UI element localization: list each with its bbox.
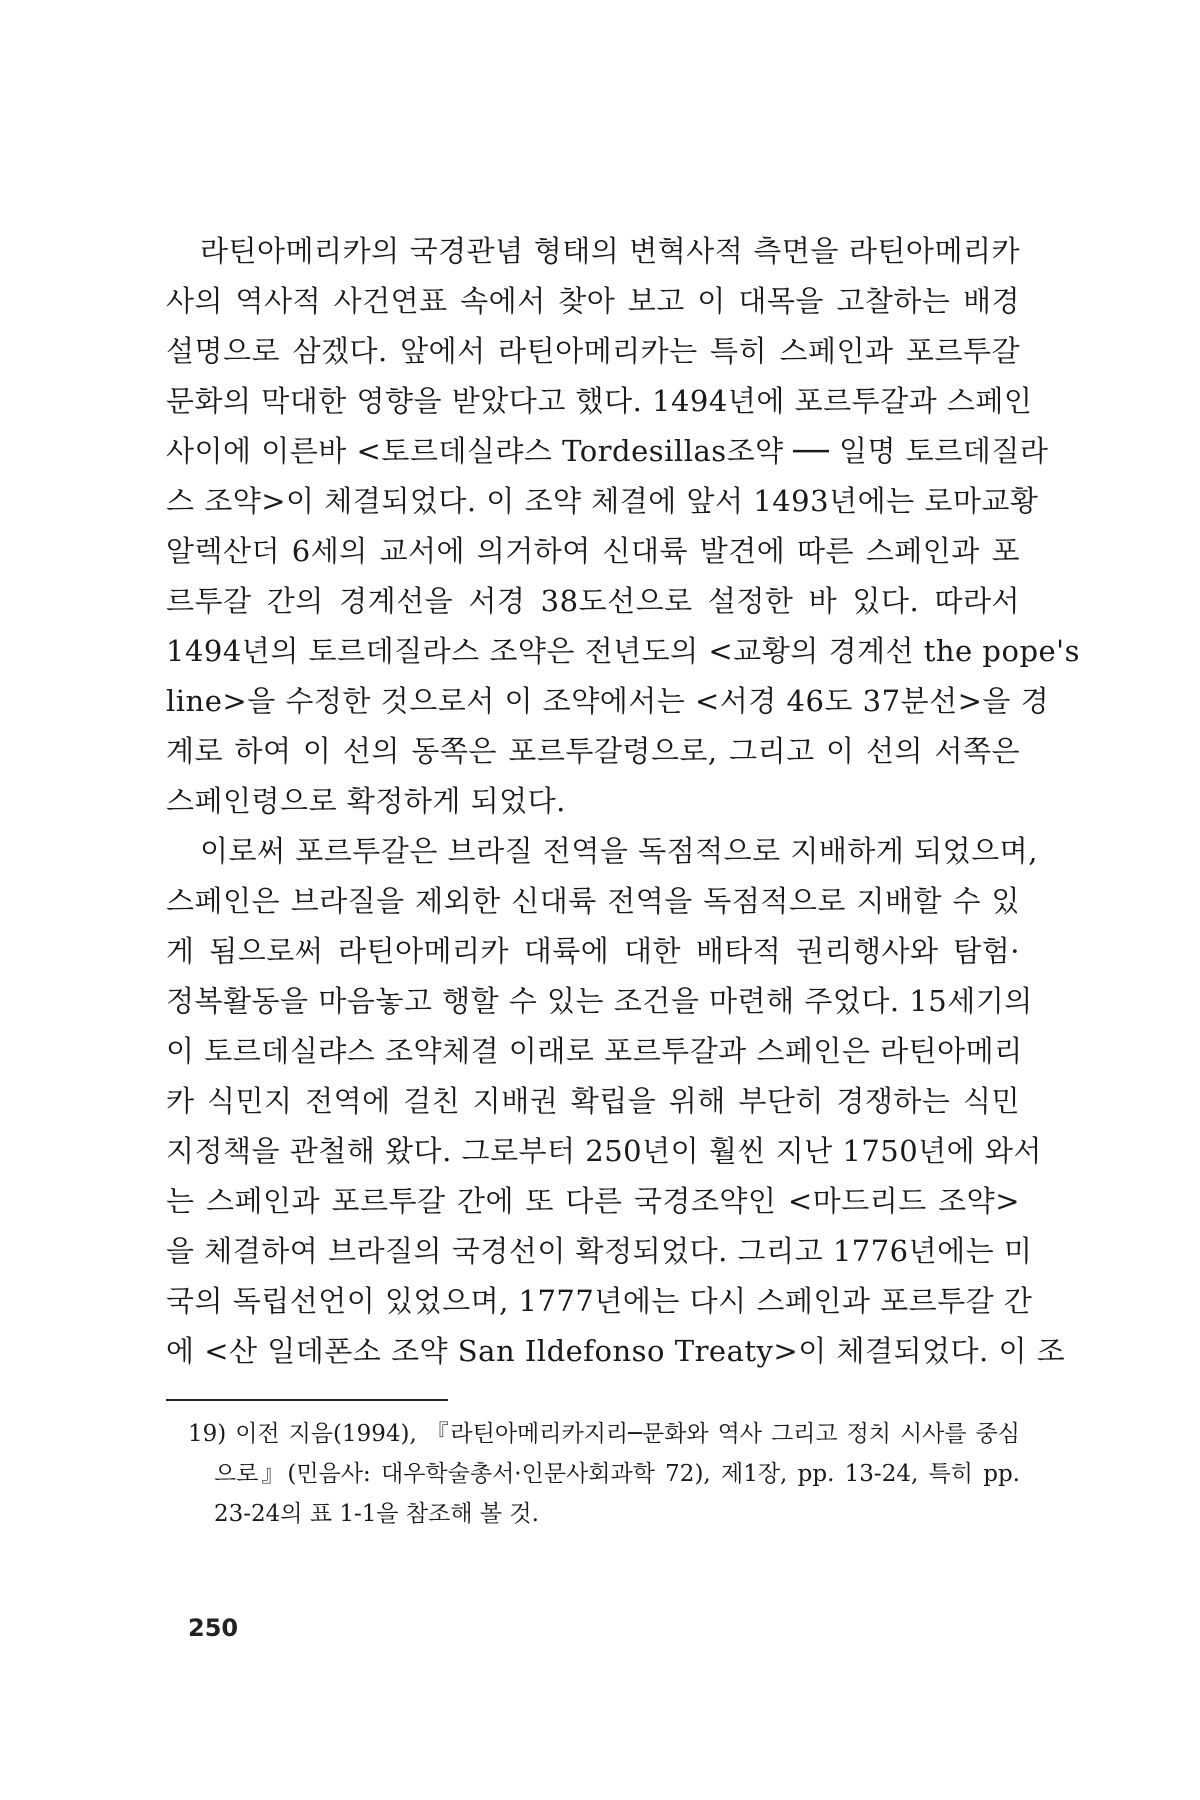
body-text [166,226,1081,1376]
text-line: 라틴아메리카의 국경관념 형태의 변혁사적 측면을 라틴아메리카 [200,234,1020,268]
text-line: 스페인령으로 확정하게 되었다. [166,784,566,818]
text-line: 을 체결하여 브라질의 국경선이 확정되었다. 그리고 1776년에는 미 [166,1234,1033,1268]
text-line: 스페인은 브라질을 제외한 신대륙 전역을 독점적으로 지배할 수 있 [166,884,1020,918]
footnote-line: 으로』(민음사: 대우학술총서·인문사회과학 72), 제1장, pp. 13-24, 특히 pp. [214,1461,1020,1487]
text-line: 이 토르데실랴스 조약체결 이래로 포르투갈과 스페인은 라틴아메리 [166,1034,1023,1068]
text-line: 카 식민지 전역에 걸친 지배권 확립을 위해 부단히 경쟁하는 식민 [166,1084,1020,1118]
text-line: 에 <산 일데폰소 조약 San Ildefonso Treaty>이 체결되었다. 이 조 [166,1334,1066,1368]
text-line: 계로 하여 이 선의 동쪽은 포르투갈령으로, 그리고 이 선의 서쪽은 [166,734,1020,768]
text-line: 문화의 막대한 영향을 받았다고 했다. 1494년에 포르투갈과 스페인 [166,384,1033,418]
footnote-line: 19) 이전 지음(1994), 『라틴아메리카지리─문화와 역사 그리고 정치 시사를 중심 [188,1421,1020,1447]
footnote-divider [166,1399,448,1401]
text-line: 정복활동을 마음놓고 행할 수 있는 조건을 마련해 주었다. 15세기의 [166,984,1033,1018]
text-line: 스 조약>이 체결되었다. 이 조약 체결에 앞서 1493년에는 로마교황 [166,484,1039,518]
paragraph-2 [166,826,1066,1376]
text-line: 국의 독립선언이 있었으며, 1777년에는 다시 스페인과 포르투갈 간 [166,1284,1033,1318]
page-number: 250 [188,1614,239,1642]
footnote-line: 23-24의 표 1-1을 참조해 볼 것. [214,1501,539,1527]
text-line: line>을 수정한 것으로서 이 조약에서는 <서경 46도 37분선>을 경 [166,684,1050,718]
text-line: 르투갈 간의 경계선을 서경 38도선으로 설정한 바 있다. 따라서 [166,584,1020,618]
text-line: 지정책을 관철해 왔다. 그로부터 250년이 훨씬 지난 1750년에 와서 [166,1134,1042,1168]
text-line: 1494년의 토르데질라스 조약은 전년도의 <교황의 경계선 the pope's [166,634,1081,668]
text-line: 설명으로 삼겠다. 앞에서 라틴아메리카는 특히 스페인과 포르투갈 [166,334,1020,368]
text-line: 사이에 이른바 <토르데실랴스 Tordesillas조약 ── 일명 토르데질라 [166,434,1049,468]
text-line: 이로써 포르투갈은 브라질 전역을 독점적으로 지배하게 되었으며, [200,834,1038,868]
footnote [188,1414,1020,1534]
text-line: 게 됨으로써 라틴아메리카 대륙에 대한 배타적 권리행사와 탐험· [166,934,1020,968]
text-line: 사의 역사적 사건연표 속에서 찾아 보고 이 대목을 고찰하는 배경 [166,284,1020,318]
text-line: 알렉산더 6세의 교서에 의거하여 신대륙 발견에 따른 스페인과 포 [166,534,1020,568]
text-line: 는 스페인과 포르투갈 간에 또 다른 국경조약인 <마드리드 조약> [166,1184,1020,1218]
paragraph-1 [166,226,1081,826]
